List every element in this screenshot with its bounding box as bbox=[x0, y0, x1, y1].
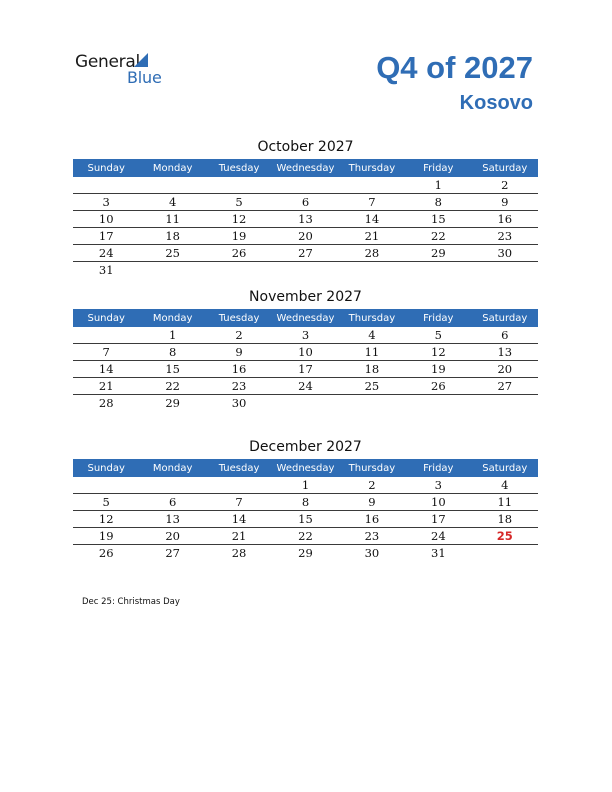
day-cell: 27 bbox=[272, 245, 338, 262]
day-cell: 23 bbox=[339, 528, 405, 545]
day-cell: 15 bbox=[405, 211, 471, 228]
day-cell: 18 bbox=[339, 361, 405, 378]
weekday-header-row bbox=[73, 159, 538, 177]
weekday-header-friday: Friday bbox=[405, 459, 471, 477]
day-cell: 11 bbox=[139, 211, 205, 228]
day-cell: 30 bbox=[364, 546, 380, 560]
day-cell: 17 bbox=[73, 228, 139, 245]
month-title: October 2027 bbox=[257, 139, 354, 155]
weekday-header-sunday: Sunday bbox=[73, 309, 139, 327]
day-cell: 8 bbox=[139, 344, 205, 361]
day-cell: 24 bbox=[405, 528, 471, 545]
weekday-header-wednesday: Wednesday bbox=[272, 309, 338, 327]
day-cell: 23 bbox=[206, 378, 272, 395]
empty-day-cell bbox=[206, 177, 272, 194]
day-cell: 21 bbox=[339, 228, 405, 245]
day-cell: 29 bbox=[298, 546, 313, 560]
day-cell: 22 bbox=[405, 228, 471, 245]
day-cell: 31 bbox=[431, 546, 446, 560]
day-cell: 15 bbox=[139, 361, 205, 378]
week-row bbox=[73, 378, 538, 395]
day-cell: 24 bbox=[272, 378, 338, 395]
weekday-header-row bbox=[73, 309, 538, 327]
day-cell: 27 bbox=[472, 378, 538, 395]
week-row bbox=[73, 262, 538, 279]
empty-day-cell bbox=[339, 262, 405, 279]
day-cell: 18 bbox=[139, 228, 205, 245]
country-name: Kosovo bbox=[459, 92, 533, 114]
day-cell: 8 bbox=[272, 494, 338, 511]
day-cell: 9 bbox=[206, 344, 272, 361]
day-cell: 13 bbox=[272, 211, 338, 228]
empty-day-cell bbox=[405, 262, 471, 279]
weekday-header-tuesday: Tuesday bbox=[206, 159, 272, 177]
weekday-header-saturday: Saturday bbox=[472, 459, 538, 477]
logo-text-blue: Blue bbox=[127, 68, 162, 87]
generalblue-logo bbox=[75, 52, 175, 90]
weekday-header-monday: Monday bbox=[139, 309, 205, 327]
day-cell: 4 bbox=[472, 477, 538, 494]
empty-day-cell bbox=[73, 327, 139, 344]
day-cell: 28 bbox=[231, 546, 247, 560]
day-cell: 20 bbox=[139, 528, 205, 545]
day-cell: 1 bbox=[405, 177, 471, 194]
weekday-header-saturday: Saturday bbox=[472, 159, 538, 177]
weekday-header-monday: Monday bbox=[139, 459, 205, 477]
day-cell: 4 bbox=[139, 194, 205, 211]
day-cell: 5 bbox=[405, 327, 471, 344]
day-cell: 12 bbox=[73, 511, 139, 528]
weekday-header-sunday: Sunday bbox=[73, 159, 139, 177]
empty-day-cell bbox=[339, 395, 405, 412]
day-cell: 23 bbox=[472, 228, 538, 245]
day-cell: 31 bbox=[98, 263, 114, 277]
holiday-notes bbox=[82, 597, 180, 607]
day-cell: 28 bbox=[339, 245, 405, 262]
week-row bbox=[73, 494, 538, 511]
day-cell: 17 bbox=[405, 511, 471, 528]
day-cell: 12 bbox=[405, 344, 471, 361]
weekday-header-sunday: Sunday bbox=[73, 459, 139, 477]
week-row bbox=[73, 344, 538, 361]
day-cell: 25 bbox=[339, 378, 405, 395]
day-cell: 11 bbox=[472, 494, 538, 511]
weekday-header-wednesday: Wednesday bbox=[272, 459, 338, 477]
day-cell: 28 bbox=[98, 396, 114, 410]
day-cell: 9 bbox=[472, 194, 538, 211]
day-cell: 17 bbox=[272, 361, 338, 378]
day-cell: 13 bbox=[472, 344, 538, 361]
day-cell: 1 bbox=[272, 477, 338, 494]
day-cell: 2 bbox=[472, 177, 538, 194]
empty-day-cell bbox=[472, 262, 538, 279]
day-cell: 6 bbox=[472, 327, 538, 344]
empty-day-cell bbox=[139, 477, 205, 494]
empty-day-cell bbox=[206, 262, 272, 279]
calendar-grid bbox=[73, 309, 538, 411]
quarter-title: Q4 of 2027 bbox=[376, 50, 533, 85]
day-cell: 5 bbox=[206, 194, 272, 211]
empty-day-cell bbox=[472, 395, 538, 412]
weekday-header-row bbox=[73, 459, 538, 477]
day-cell: 21 bbox=[206, 528, 272, 545]
month-title: December 2027 bbox=[249, 439, 362, 455]
day-cell: 5 bbox=[73, 494, 139, 511]
day-cell: 3 bbox=[73, 194, 139, 211]
day-cell: 4 bbox=[339, 327, 405, 344]
day-cell: 10 bbox=[272, 344, 338, 361]
empty-day-cell bbox=[206, 477, 272, 494]
day-cell: 16 bbox=[472, 211, 538, 228]
day-cell: 9 bbox=[339, 494, 405, 511]
day-cell: 22 bbox=[139, 378, 205, 395]
empty-day-cell bbox=[73, 177, 139, 194]
day-cell: 14 bbox=[73, 361, 139, 378]
empty-day-cell bbox=[73, 477, 139, 494]
empty-day-cell bbox=[405, 395, 471, 412]
week-row bbox=[73, 245, 538, 262]
day-cell: 14 bbox=[339, 211, 405, 228]
weekday-header-thursday: Thursday bbox=[339, 309, 405, 327]
day-cell: 19 bbox=[73, 528, 139, 545]
day-cell: 18 bbox=[472, 511, 538, 528]
day-cell: 19 bbox=[405, 361, 471, 378]
day-cell: 29 bbox=[165, 396, 180, 410]
weekday-header-tuesday: Tuesday bbox=[206, 459, 272, 477]
week-row bbox=[73, 545, 538, 562]
day-cell: 22 bbox=[272, 528, 338, 545]
week-row bbox=[73, 511, 538, 528]
month-title: November 2027 bbox=[249, 289, 362, 305]
day-cell: 3 bbox=[405, 477, 471, 494]
day-cell: 19 bbox=[206, 228, 272, 245]
day-cell: 2 bbox=[339, 477, 405, 494]
day-cell: 6 bbox=[139, 494, 205, 511]
month-november bbox=[73, 287, 538, 411]
day-cell: 6 bbox=[272, 194, 338, 211]
calendar-grid bbox=[73, 159, 538, 278]
month-october bbox=[73, 137, 538, 278]
day-cell: 30 bbox=[472, 245, 538, 262]
weekday-header-wednesday: Wednesday bbox=[272, 159, 338, 177]
holiday-note: Dec 25: Christmas Day bbox=[82, 597, 180, 607]
day-cell: 2 bbox=[206, 327, 272, 344]
day-cell: 24 bbox=[73, 245, 139, 262]
day-cell: 7 bbox=[206, 494, 272, 511]
weekday-header-tuesday: Tuesday bbox=[206, 309, 272, 327]
day-cell: 16 bbox=[206, 361, 272, 378]
day-cell: 7 bbox=[73, 344, 139, 361]
day-cell: 11 bbox=[339, 344, 405, 361]
day-cell: 15 bbox=[272, 511, 338, 528]
day-cell: 12 bbox=[206, 211, 272, 228]
week-row bbox=[73, 395, 538, 412]
day-cell: 14 bbox=[206, 511, 272, 528]
day-cell: 10 bbox=[405, 494, 471, 511]
week-row bbox=[73, 194, 538, 211]
week-row bbox=[73, 361, 538, 378]
day-cell: 25 bbox=[139, 245, 205, 262]
empty-day-cell bbox=[139, 177, 205, 194]
day-cell: 26 bbox=[206, 245, 272, 262]
day-cell: 13 bbox=[139, 511, 205, 528]
logo-triangle-icon bbox=[134, 53, 148, 67]
holiday-day-cell: 25 bbox=[472, 528, 538, 545]
day-cell: 10 bbox=[73, 211, 139, 228]
weekday-header-thursday: Thursday bbox=[339, 459, 405, 477]
empty-day-cell bbox=[339, 177, 405, 194]
empty-day-cell bbox=[272, 262, 338, 279]
weekday-header-friday: Friday bbox=[405, 309, 471, 327]
calendar-grid bbox=[73, 459, 538, 561]
month-december bbox=[73, 437, 538, 561]
day-cell: 26 bbox=[98, 546, 114, 560]
logo-text-general: General bbox=[75, 52, 140, 72]
week-row bbox=[73, 327, 538, 344]
weekday-header-monday: Monday bbox=[139, 159, 205, 177]
week-row bbox=[73, 528, 538, 545]
day-cell: 3 bbox=[272, 327, 338, 344]
day-cell: 29 bbox=[405, 245, 471, 262]
week-row bbox=[73, 177, 538, 194]
weekday-header-friday: Friday bbox=[405, 159, 471, 177]
day-cell: 27 bbox=[165, 546, 180, 560]
weekday-header-thursday: Thursday bbox=[339, 159, 405, 177]
day-cell: 1 bbox=[139, 327, 205, 344]
day-cell: 26 bbox=[405, 378, 471, 395]
week-row bbox=[73, 477, 538, 494]
day-cell: 16 bbox=[339, 511, 405, 528]
weekday-header-saturday: Saturday bbox=[472, 309, 538, 327]
day-cell: 7 bbox=[339, 194, 405, 211]
day-cell: 21 bbox=[73, 378, 139, 395]
day-cell: 30 bbox=[231, 396, 247, 410]
day-cell: 20 bbox=[472, 361, 538, 378]
day-cell: 8 bbox=[405, 194, 471, 211]
empty-day-cell bbox=[139, 262, 205, 279]
week-row bbox=[73, 211, 538, 228]
day-cell: 20 bbox=[272, 228, 338, 245]
empty-day-cell bbox=[472, 545, 538, 562]
week-row bbox=[73, 228, 538, 245]
empty-day-cell bbox=[272, 395, 338, 412]
empty-day-cell bbox=[272, 177, 338, 194]
